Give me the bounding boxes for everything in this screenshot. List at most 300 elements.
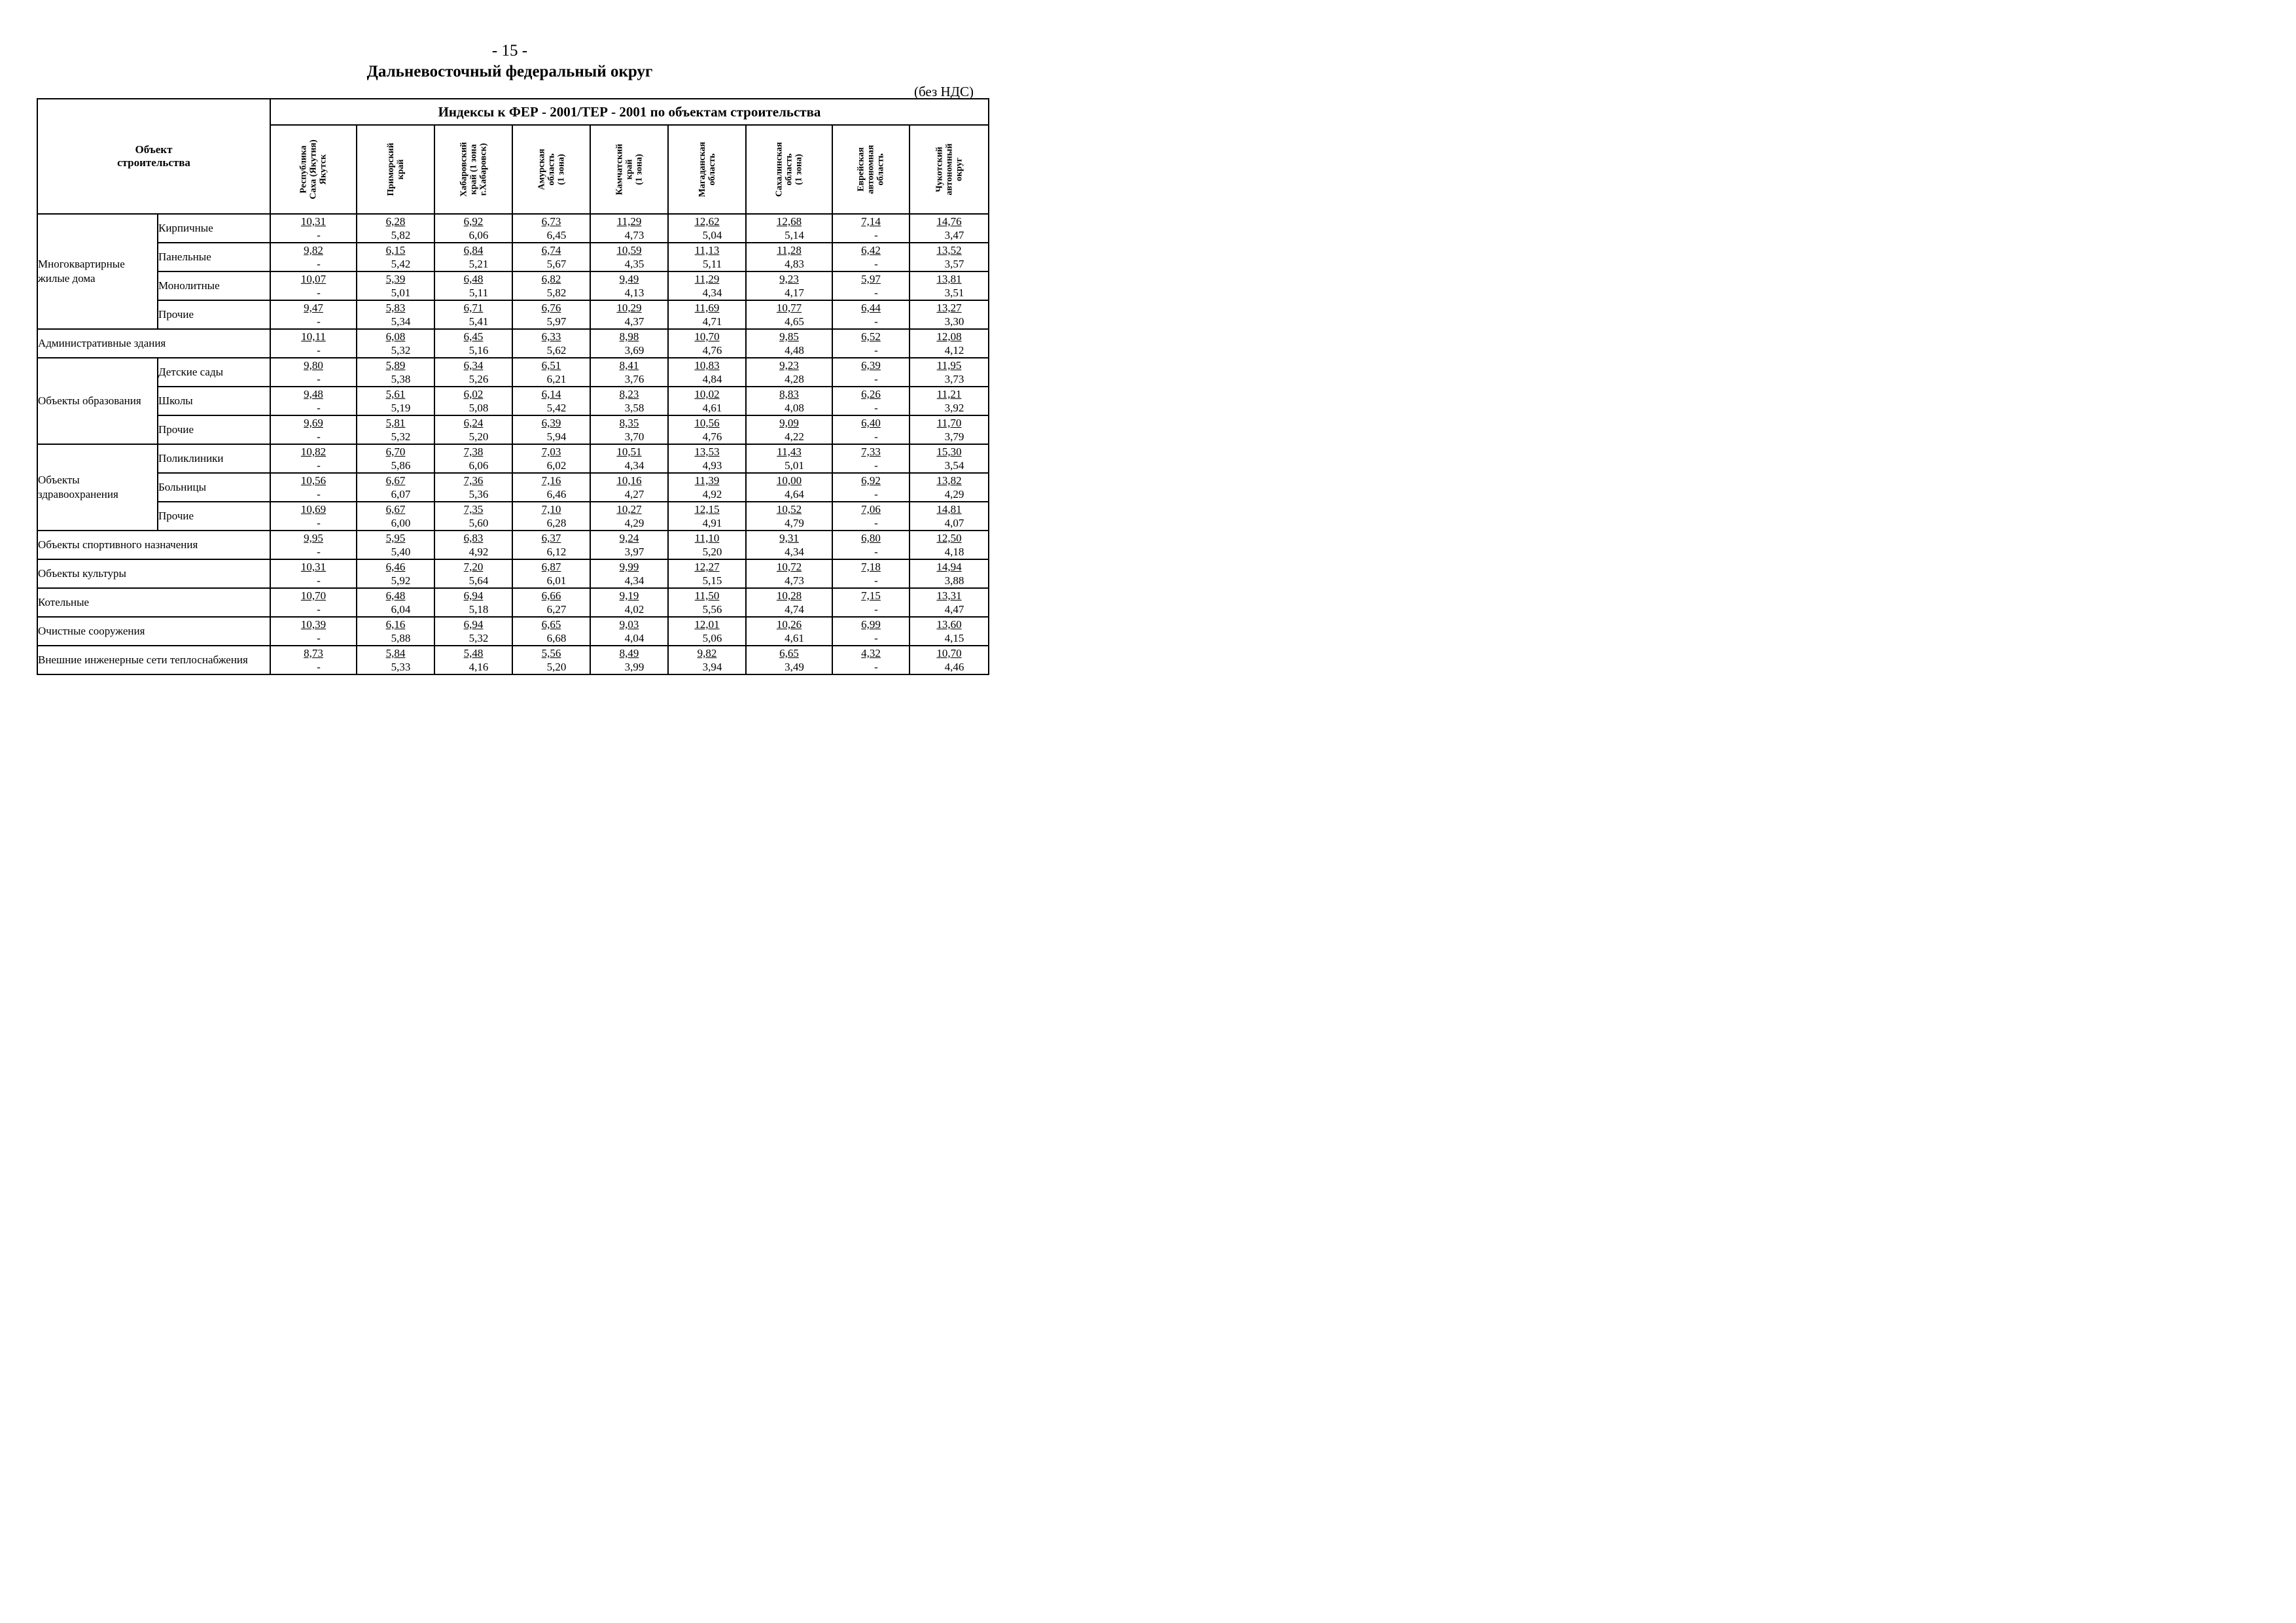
index-value-ter: - — [317, 229, 321, 241]
index-cell — [270, 444, 357, 473]
index-value-ter: 5,42 — [391, 258, 411, 270]
index-value-fer: 6,66 — [541, 589, 561, 602]
index-cell — [832, 243, 910, 271]
index-cell — [746, 329, 832, 358]
index-value-fer: 9,19 — [619, 589, 639, 602]
index-value-ter: 4,08 — [785, 402, 804, 414]
index-value-ter: - — [317, 459, 321, 472]
index-cell — [668, 300, 746, 329]
index-value-fer: 6,99 — [861, 618, 881, 631]
index-value-fer: 6,74 — [541, 244, 561, 256]
index-value-ter: - — [317, 402, 321, 414]
index-value-fer: 5,89 — [385, 359, 406, 372]
index-value-ter: - — [317, 546, 321, 558]
index-cell — [910, 588, 989, 617]
index-cell — [910, 646, 989, 674]
index-value-fer: 9,99 — [619, 561, 639, 573]
index-value-fer: 10,83 — [694, 359, 720, 372]
index-value-fer: 12,08 — [936, 330, 962, 343]
index-value-fer: 6,94 — [463, 618, 484, 631]
index-value-ter: 4,74 — [785, 603, 804, 616]
index-value-fer: 10,07 — [300, 273, 327, 285]
index-value-fer: 6,51 — [541, 359, 561, 372]
index-value-ter: 4,07 — [944, 517, 964, 529]
index-value-ter: 4,46 — [944, 661, 964, 673]
object-subtype-label: Больницы — [158, 473, 270, 502]
index-value-ter: - — [874, 574, 878, 587]
object-subtype-label: Панельные — [158, 243, 270, 271]
index-value-fer: 11,21 — [936, 388, 962, 400]
index-cell — [746, 415, 832, 444]
index-value-ter: 4,92 — [702, 488, 722, 500]
index-cell — [434, 271, 512, 300]
index-value-fer: 7,36 — [463, 474, 484, 487]
index-cell — [910, 271, 989, 300]
index-value-fer: 6,65 — [541, 618, 561, 631]
index-cell — [357, 559, 434, 588]
index-cell — [270, 588, 357, 617]
index-cell — [832, 588, 910, 617]
index-value-fer: 10,72 — [776, 561, 802, 573]
index-cell — [357, 415, 434, 444]
index-cell — [270, 415, 357, 444]
index-value-ter: 5,26 — [468, 373, 489, 385]
index-value-ter: 5,88 — [391, 632, 411, 644]
index-cell — [910, 473, 989, 502]
index-cell — [270, 329, 357, 358]
index-cell — [746, 559, 832, 588]
index-value-ter: - — [874, 661, 878, 673]
table-row — [37, 387, 989, 415]
index-value-fer: 11,28 — [777, 244, 802, 256]
index-value-fer: 13,27 — [936, 302, 962, 314]
index-value-fer: 12,27 — [694, 561, 720, 573]
index-value-ter: 5,32 — [391, 344, 411, 357]
index-value-fer: 11,10 — [694, 532, 720, 544]
index-cell — [434, 588, 512, 617]
table-row — [37, 559, 989, 588]
region-header — [910, 125, 989, 214]
index-value-fer: 6,76 — [541, 302, 561, 314]
index-value-ter: 4,84 — [702, 373, 722, 385]
index-value-fer: 13,81 — [936, 273, 962, 285]
table-row — [37, 444, 989, 473]
table-row — [37, 588, 989, 617]
index-value-fer: 10,26 — [776, 618, 802, 631]
index-cell — [590, 387, 668, 415]
index-value-ter: - — [874, 430, 878, 443]
index-cell — [357, 617, 434, 646]
index-value-fer: 10,16 — [616, 474, 642, 487]
table-row — [37, 415, 989, 444]
index-value-fer: 10,11 — [301, 330, 326, 343]
index-value-ter: 3,94 — [702, 661, 722, 673]
index-value-fer: 10,59 — [616, 244, 642, 256]
object-subtype-label: Прочие — [158, 415, 270, 444]
index-value-fer: 13,31 — [936, 589, 962, 602]
index-cell — [746, 214, 832, 243]
index-cell — [270, 300, 357, 329]
index-value-ter: 5,41 — [468, 315, 489, 328]
index-value-ter: 5,67 — [546, 258, 567, 270]
index-cell — [434, 473, 512, 502]
index-value-ter: 4,47 — [944, 603, 964, 616]
index-value-fer: 6,33 — [541, 330, 561, 343]
index-cell — [512, 559, 590, 588]
index-value-fer: 6,82 — [541, 273, 561, 285]
index-cell — [668, 473, 746, 502]
index-value-ter: - — [317, 315, 321, 328]
index-value-ter: 5,18 — [468, 603, 489, 616]
object-subtype-label: Детские сады — [158, 358, 270, 387]
index-value-ter: 4,29 — [944, 488, 964, 500]
index-cell — [357, 271, 434, 300]
object-group-label: Объекты образования — [37, 358, 158, 444]
table-row — [37, 329, 989, 358]
index-value-fer: 11,29 — [694, 273, 720, 285]
index-value-ter: 4,18 — [944, 546, 964, 558]
index-value-ter: 6,12 — [546, 546, 567, 558]
index-value-fer: 10,31 — [300, 215, 327, 228]
index-value-ter: 6,21 — [546, 373, 567, 385]
index-value-ter: - — [874, 632, 878, 644]
index-value-fer: 15,30 — [936, 445, 962, 458]
index-cell — [910, 502, 989, 531]
index-cell — [746, 444, 832, 473]
index-value-fer: 9,03 — [619, 618, 639, 631]
index-value-ter: - — [317, 287, 321, 299]
index-cell — [512, 473, 590, 502]
index-value-fer: 11,95 — [936, 359, 962, 372]
index-value-ter: 4,91 — [702, 517, 722, 529]
index-value-ter: - — [874, 546, 878, 558]
index-value-fer: 5,81 — [385, 417, 406, 429]
index-value-ter: - — [317, 661, 321, 673]
index-cell — [434, 387, 512, 415]
index-cell — [590, 588, 668, 617]
index-cell — [668, 559, 746, 588]
index-value-fer: 7,15 — [861, 589, 881, 602]
index-cell — [434, 415, 512, 444]
index-value-ter: 3,54 — [944, 459, 964, 472]
index-value-fer: 6,80 — [861, 532, 881, 544]
index-value-fer: 6,34 — [463, 359, 484, 372]
index-value-ter: - — [874, 344, 878, 357]
index-cell — [832, 387, 910, 415]
table-row — [37, 358, 989, 387]
index-value-fer: 6,39 — [541, 417, 561, 429]
index-value-fer: 8,23 — [619, 388, 639, 400]
index-value-ter: 4,83 — [785, 258, 804, 270]
index-cell — [357, 531, 434, 559]
index-cell — [832, 559, 910, 588]
object-subtype-label: Школы — [158, 387, 270, 415]
region-name: Камчатский край (1 зона) — [614, 143, 645, 196]
index-cell — [512, 358, 590, 387]
object-subtype-label: Поликлиники — [158, 444, 270, 473]
index-cell — [832, 646, 910, 674]
index-value-fer: 4,32 — [861, 647, 881, 659]
index-value-ter: 5,19 — [391, 402, 411, 414]
index-cell — [357, 214, 434, 243]
index-value-fer: 9,82 — [304, 244, 323, 256]
index-value-fer: 11,13 — [694, 244, 720, 256]
index-value-ter: 6,46 — [546, 488, 567, 500]
index-cell — [746, 358, 832, 387]
region-name: Чукотский автономный округ — [934, 143, 964, 196]
index-value-ter: - — [874, 287, 878, 299]
index-value-fer: 12,01 — [694, 618, 720, 631]
index-cell — [434, 214, 512, 243]
index-value-fer: 7,16 — [541, 474, 561, 487]
index-cell — [746, 646, 832, 674]
index-cell — [512, 300, 590, 329]
index-cell — [512, 243, 590, 271]
index-value-ter: 5,14 — [785, 229, 804, 241]
index-cell — [270, 617, 357, 646]
index-value-ter: 4,73 — [785, 574, 804, 587]
index-value-fer: 6,14 — [541, 388, 561, 400]
index-value-ter: 4,12 — [944, 344, 964, 357]
index-value-ter: 5,42 — [546, 402, 567, 414]
index-cell — [668, 358, 746, 387]
index-cell — [832, 415, 910, 444]
table-row — [37, 473, 989, 502]
index-value-fer: 11,70 — [936, 417, 962, 429]
index-cell — [357, 329, 434, 358]
object-label: Очистные сооружения — [37, 617, 270, 646]
index-value-ter: - — [874, 517, 878, 529]
index-cell — [910, 358, 989, 387]
index-cell — [590, 358, 668, 387]
index-cell — [746, 271, 832, 300]
region-name: Еврейская автономная область — [856, 145, 886, 194]
index-cell — [668, 329, 746, 358]
index-value-ter: 4,79 — [785, 517, 804, 529]
index-value-ter: 3,88 — [944, 574, 964, 587]
index-value-ter: 5,06 — [702, 632, 722, 644]
index-value-ter: 6,06 — [468, 229, 489, 241]
index-value-fer: 12,50 — [936, 532, 962, 544]
index-value-ter: 5,01 — [391, 287, 411, 299]
index-value-fer: 5,56 — [541, 647, 561, 659]
index-value-ter: 4,22 — [785, 430, 804, 443]
index-cell — [832, 271, 910, 300]
index-cell — [832, 300, 910, 329]
index-value-ter: 5,08 — [468, 402, 489, 414]
index-value-fer: 5,39 — [385, 273, 406, 285]
index-value-fer: 10,29 — [616, 302, 642, 314]
vat-note: (без НДС) — [913, 84, 974, 99]
index-cell — [434, 531, 512, 559]
index-value-fer: 8,35 — [619, 417, 639, 429]
index-cell — [832, 473, 910, 502]
index-cell — [832, 502, 910, 531]
index-value-ter: 4,34 — [702, 287, 722, 299]
index-value-fer: 7,38 — [463, 445, 484, 458]
index-cell — [832, 617, 910, 646]
index-value-ter: 6,68 — [546, 632, 567, 644]
index-cell — [668, 271, 746, 300]
index-value-fer: 7,20 — [463, 561, 484, 573]
index-value-fer: 13,82 — [936, 474, 962, 487]
index-value-ter: 6,04 — [391, 603, 411, 616]
object-label: Котельные — [37, 588, 270, 617]
index-cell — [357, 502, 434, 531]
index-value-ter: 4,02 — [624, 603, 645, 616]
index-cell — [357, 300, 434, 329]
region-name: Приморский край — [385, 143, 406, 196]
index-cell — [270, 502, 357, 531]
object-label: Объекты культуры — [37, 559, 270, 588]
index-value-fer: 6,02 — [463, 388, 484, 400]
index-value-ter: 6,45 — [546, 229, 567, 241]
page-number: - 15 - — [491, 42, 528, 60]
index-cell — [590, 415, 668, 444]
index-value-ter: 5,16 — [468, 344, 489, 357]
index-value-ter: 3,30 — [944, 315, 964, 328]
index-value-fer: 12,68 — [776, 215, 802, 228]
index-cell — [910, 444, 989, 473]
region-name: Магаданская область — [697, 141, 717, 198]
index-value-ter: 4,48 — [785, 344, 804, 357]
index-value-ter: 3,70 — [624, 430, 645, 443]
index-value-ter: 3,57 — [944, 258, 964, 270]
index-value-ter: - — [874, 315, 878, 328]
index-value-fer: 9,80 — [304, 359, 323, 372]
index-value-ter: 4,61 — [785, 632, 804, 644]
index-value-ter: - — [317, 373, 321, 385]
index-cell — [270, 646, 357, 674]
table-row — [37, 243, 989, 271]
index-value-fer: 8,73 — [304, 647, 323, 659]
index-value-fer: 9,31 — [779, 532, 799, 544]
index-value-fer: 9,47 — [304, 302, 323, 314]
index-value-ter: 3,97 — [624, 546, 645, 558]
index-cell — [910, 214, 989, 243]
table-row — [37, 531, 989, 559]
index-value-ter: 3,49 — [785, 661, 804, 673]
object-group-label: Объекты здравоохранения — [37, 444, 158, 531]
index-value-ter: 4,28 — [785, 373, 804, 385]
index-value-ter: - — [317, 488, 321, 500]
index-cell — [746, 387, 832, 415]
object-label: Административные здания — [37, 329, 270, 358]
index-value-fer: 11,50 — [694, 589, 720, 602]
index-value-fer: 9,69 — [304, 417, 323, 429]
index-cell — [910, 617, 989, 646]
index-value-ter: 4,65 — [785, 315, 804, 328]
index-value-ter: 3,73 — [944, 373, 964, 385]
index-value-ter: 6,07 — [391, 488, 411, 500]
index-value-ter: 5,82 — [391, 229, 411, 241]
table-row — [37, 617, 989, 646]
index-cell — [746, 243, 832, 271]
index-value-fer: 6,52 — [861, 330, 881, 343]
index-value-ter: 4,73 — [624, 229, 645, 241]
table-row — [37, 300, 989, 329]
index-value-fer: 7,14 — [861, 215, 881, 228]
index-cell — [270, 243, 357, 271]
index-value-fer: 6,39 — [861, 359, 881, 372]
index-cell — [434, 329, 512, 358]
index-cell — [512, 444, 590, 473]
index-value-ter: 4,17 — [785, 287, 804, 299]
index-cell — [668, 415, 746, 444]
index-value-fer: 6,26 — [861, 388, 881, 400]
index-cell — [270, 214, 357, 243]
index-value-ter: 5,40 — [391, 546, 411, 558]
index-value-fer: 10,28 — [776, 589, 802, 602]
index-value-ter: 5,60 — [468, 517, 489, 529]
index-value-fer: 6,65 — [779, 647, 799, 659]
object-label: Объекты спортивного назначения — [37, 531, 270, 559]
index-value-ter: 4,76 — [702, 344, 722, 357]
index-cell — [590, 214, 668, 243]
index-value-fer: 7,06 — [861, 503, 881, 515]
index-value-fer: 9,95 — [304, 532, 323, 544]
index-cell — [832, 358, 910, 387]
table-row — [37, 214, 989, 243]
index-cell — [434, 444, 512, 473]
index-value-fer: 12,15 — [694, 503, 720, 515]
index-value-fer: 9,09 — [779, 417, 799, 429]
index-cell — [832, 444, 910, 473]
index-value-ter: 3,76 — [624, 373, 645, 385]
index-cell — [746, 531, 832, 559]
index-value-ter: 4,64 — [785, 488, 804, 500]
object-subtype-label: Монолитные — [158, 271, 270, 300]
index-cell — [832, 214, 910, 243]
index-cell — [434, 502, 512, 531]
index-value-fer: 8,49 — [619, 647, 639, 659]
index-cell — [512, 214, 590, 243]
index-value-fer: 6,24 — [463, 417, 484, 429]
indices-header: Индексы к ФЕР - 2001/ТЕР - 2001 по объектам строительства — [270, 99, 989, 125]
index-cell — [746, 588, 832, 617]
index-value-fer: 5,61 — [385, 388, 406, 400]
index-value-fer: 6,92 — [861, 474, 881, 487]
index-value-ter: 4,16 — [468, 661, 489, 673]
index-value-ter: - — [874, 373, 878, 385]
index-cell — [910, 300, 989, 329]
index-value-fer: 10,70 — [694, 330, 720, 343]
index-cell — [590, 502, 668, 531]
index-cell — [357, 358, 434, 387]
index-value-fer: 5,83 — [385, 302, 406, 314]
index-value-ter: 5,34 — [391, 315, 411, 328]
index-value-fer: 5,97 — [861, 273, 881, 285]
index-value-ter: 4,93 — [702, 459, 722, 472]
region-header — [832, 125, 910, 214]
index-cell — [357, 243, 434, 271]
region-header — [668, 125, 746, 214]
index-value-fer: 14,81 — [936, 503, 962, 515]
index-value-ter: 5,36 — [468, 488, 489, 500]
index-cell — [434, 559, 512, 588]
index-value-ter: 5,04 — [702, 229, 722, 241]
index-cell — [512, 646, 590, 674]
index-cell — [590, 444, 668, 473]
index-value-fer: 10,39 — [300, 618, 327, 631]
index-cell — [832, 531, 910, 559]
index-value-ter: 5,32 — [391, 430, 411, 443]
index-cell — [668, 531, 746, 559]
index-value-ter: 4,29 — [624, 517, 645, 529]
index-value-fer: 10,77 — [776, 302, 802, 314]
index-cell — [910, 559, 989, 588]
index-value-fer: 5,84 — [385, 647, 406, 659]
